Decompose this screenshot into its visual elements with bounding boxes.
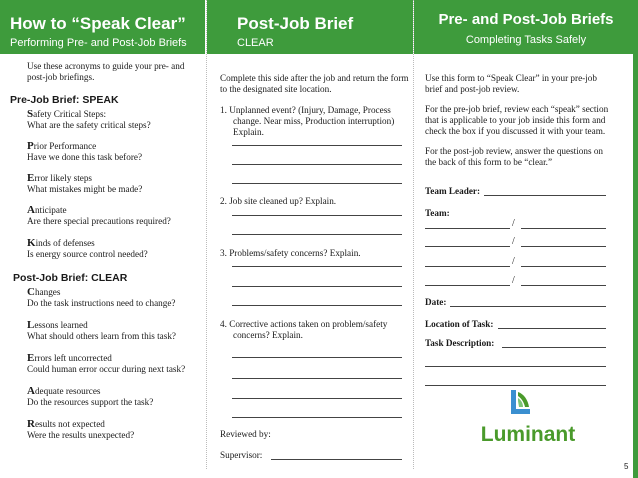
answer-line[interactable] (232, 286, 402, 287)
location-label: Location of Task: (425, 319, 494, 329)
team-slash: / (512, 236, 515, 247)
description-line[interactable] (425, 385, 606, 386)
clear-question: Could human error occur during next task? (27, 364, 186, 374)
page-number: 5 (624, 462, 629, 471)
team-member-line[interactable] (425, 266, 510, 267)
clear-item (27, 353, 185, 375)
cover-paragraph: For the post-job review, answer the questions on (425, 146, 604, 156)
clear-item (27, 386, 153, 408)
cover-paragraph: Use this form to “Speak Clear” in your pre-job (425, 73, 597, 83)
clear-question: Do the task instructions need to change? (27, 298, 176, 308)
intro-line: Use these acronyms to guide your pre- and (27, 61, 185, 71)
speak-item (27, 173, 142, 195)
speak-question: Have we done this task before? (27, 152, 143, 162)
cover-paragraph: brief and post-job review. (425, 84, 520, 94)
answer-line[interactable] (232, 398, 402, 399)
clear-word: Adequate resources (27, 385, 101, 397)
description-label: Task Description: (425, 338, 495, 348)
question-1: 1. Unplanned event? (Injury, Damage, Process (220, 105, 391, 115)
post-job-brief-column (206, 0, 414, 469)
speak-question: What mistakes might be made? (27, 184, 143, 194)
clear-item (27, 419, 134, 441)
team-leader-line[interactable] (484, 195, 606, 196)
answer-line[interactable] (232, 305, 402, 306)
answer-line[interactable] (232, 215, 402, 216)
answer-line[interactable] (232, 357, 402, 358)
question-1-cont: Explain. (233, 127, 264, 137)
speak-word: Prior Performance (27, 140, 97, 152)
team-leader-label: Team Leader: (425, 186, 481, 196)
speak-item (27, 205, 171, 227)
page-edge-strip (633, 0, 638, 478)
intro-line: post-job briefings. (27, 72, 95, 82)
cover-paragraph: that is applicable to your job inside this form and (425, 115, 606, 125)
clear-word: Lessons learned (27, 319, 88, 331)
cover-subtitle: Completing Tasks Safely (465, 34, 587, 46)
speak-item (27, 141, 142, 163)
team-member-line[interactable] (521, 266, 606, 267)
date-label: Date: (425, 297, 447, 307)
luminant-logo-icon (508, 388, 532, 416)
cover-paragraph: check the box if you discussed it with your team. (425, 126, 606, 136)
clear-question: What should others learn from this task? (27, 331, 177, 341)
cover-paragraph: For the pre-job brief, review each “speak” section (425, 104, 609, 114)
team-slash: / (512, 218, 515, 229)
luminant-logo-text: Luminant (480, 423, 576, 446)
answer-line[interactable] (232, 266, 402, 267)
speak-word: Kinds of defenses (27, 237, 95, 249)
team-member-line[interactable] (425, 246, 510, 247)
supervisor-label: Supervisor: (220, 450, 263, 460)
question-3: 3. Problems/safety concerns? Explain. (220, 248, 361, 258)
team-member-line[interactable] (425, 285, 510, 286)
reviewed-by-label: Reviewed by: (220, 429, 271, 439)
clear-item (27, 320, 176, 342)
answer-line[interactable] (232, 183, 402, 184)
clear-item (27, 287, 176, 309)
answer-line[interactable] (232, 234, 402, 235)
description-line[interactable] (425, 366, 606, 367)
speak-question: Is energy source control needed? (27, 249, 148, 259)
team-member-line[interactable] (521, 228, 606, 229)
clear-word: Errors left uncorrected (27, 352, 112, 364)
answer-line[interactable] (232, 145, 402, 146)
speak-clear-title: How to “Speak Clear” (10, 14, 186, 33)
clear-heading: Post-Job Brief: CLEAR (13, 272, 128, 284)
post-intro-line: to the designated site location. (220, 84, 332, 94)
clear-word: Changes (27, 286, 61, 298)
post-job-brief-header (207, 0, 413, 54)
speak-word: Anticipate (27, 204, 67, 216)
description-line[interactable] (502, 347, 606, 348)
question-4-cont: concerns? Explain. (233, 330, 303, 340)
speak-clear-header (0, 0, 205, 54)
team-slash: / (512, 256, 515, 267)
clear-word: Results not expected (27, 418, 105, 430)
post-job-brief-title: Post-Job Brief (237, 14, 354, 33)
answer-line[interactable] (232, 417, 402, 418)
clear-question: Were the results unexpected? (27, 430, 135, 440)
speak-word: Error likely steps (27, 172, 93, 184)
team-member-line[interactable] (425, 228, 510, 229)
speak-item (27, 109, 151, 131)
team-member-line[interactable] (521, 285, 606, 286)
speak-item (27, 238, 148, 260)
team-member-line[interactable] (521, 246, 606, 247)
supervisor-line[interactable] (271, 459, 402, 460)
speak-heading: Pre-Job Brief: SPEAK (10, 94, 119, 106)
speak-clear-column (0, 0, 205, 469)
question-2: 2. Job site cleaned up? Explain. (220, 196, 337, 206)
question-4: 4. Corrective actions taken on problem/safety (220, 319, 388, 329)
team-slash: / (512, 275, 515, 286)
cover-title: Pre- and Post-Job Briefs (438, 11, 614, 28)
cover-paragraph: the back of this form to be “clear.” (425, 157, 553, 167)
post-job-brief-subtitle: CLEAR (237, 37, 274, 49)
luminant-logo (458, 388, 598, 450)
location-line[interactable] (498, 328, 606, 329)
speak-question: Are there special precautions required? (27, 216, 171, 226)
answer-line[interactable] (232, 164, 402, 165)
team-label: Team: (425, 208, 450, 218)
speak-question: What are the safety critical steps? (27, 120, 151, 130)
clear-question: Do the resources support the task? (27, 397, 154, 407)
post-intro-line: Complete this side after the job and return the form (220, 73, 409, 83)
answer-line[interactable] (232, 378, 402, 379)
speak-clear-subtitle: Performing Pre- and Post-Job Briefs (10, 37, 187, 49)
speak-word: Safety Critical Steps: (27, 108, 107, 120)
date-line[interactable] (450, 306, 606, 307)
cover-column (414, 0, 638, 469)
cover-header (414, 0, 638, 54)
question-1-cont: change. Near miss, Production interruption) (233, 116, 395, 126)
